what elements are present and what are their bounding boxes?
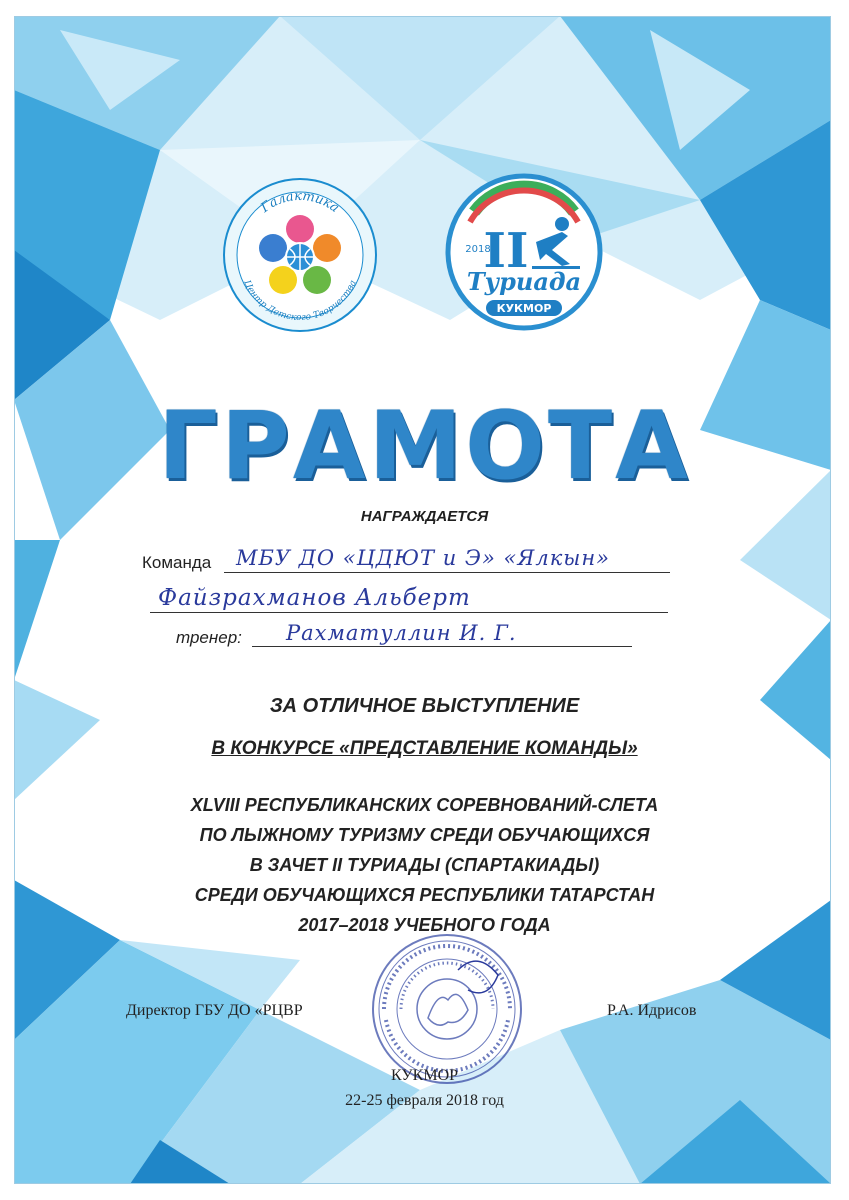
event-line: СРЕДИ ОБУЧАЮЩИХСЯ РЕСПУБЛИКИ ТАТАРСТАН [194,885,655,905]
galaktika-logo [220,175,380,335]
coach-value-handwritten: Рахматуллин И. Г. [286,621,517,645]
official-stamp [368,930,526,1088]
achievement-heading: ЗА ОТЛИЧНОЕ ВЫСТУПЛЕНИЕ [269,695,580,717]
director-label: Директор ГБУ ДО «РЦВР [126,1002,303,1019]
footer-city: КУКМОР [390,1067,459,1084]
turiada-logo [444,172,604,332]
event-line: 2017–2018 УЧЕБНОГО ГОДА [298,915,551,935]
logo-right-place: КУКМОР [496,302,552,315]
contest-heading: В КОНКУРСЕ «ПРЕДСТАВЛЕНИЕ КОМАНДЫ» [211,738,638,759]
coach-label: тренер: [176,628,242,647]
member-underline [150,612,668,613]
logo-right-year: 2018 [465,244,491,255]
event-line: ПО ЛЫЖНОМУ ТУРИЗМУ СРЕДИ ОБУЧАЮЩИХСЯ [199,825,650,845]
member-value-handwritten: Файзрахманов Альберт [158,585,471,611]
logo-left-top-text: Галактика [258,188,342,216]
logo-right-roman: II [483,223,529,279]
team-value-handwritten: МБУ ДО «ЦДЮТ и Э» «Ялкын» [236,546,611,570]
director-name: Р.А. Идрисов [607,1002,697,1019]
certificate-title: ГРАМОТА [158,392,691,501]
event-description [0,790,849,940]
team-underline [224,572,670,573]
team-label: Команда [142,553,212,572]
coach-underline [252,646,632,647]
logo-left-bottom-text: Центр Детского Творчества [241,278,359,324]
logo-right-name: Туриада [466,267,582,296]
event-line: В ЗАЧЕТ II ТУРИАДЫ (СПАРТАКИАДЫ) [249,855,600,875]
event-line: XLVIII РЕСПУБЛИКАНСКИХ СОРЕВНОВАНИЙ-СЛЕТА [190,795,659,815]
footer-dates: 22-25 февраля 2018 год [345,1092,504,1109]
awarded-heading: НАГРАЖДАЕТСЯ [360,508,489,525]
